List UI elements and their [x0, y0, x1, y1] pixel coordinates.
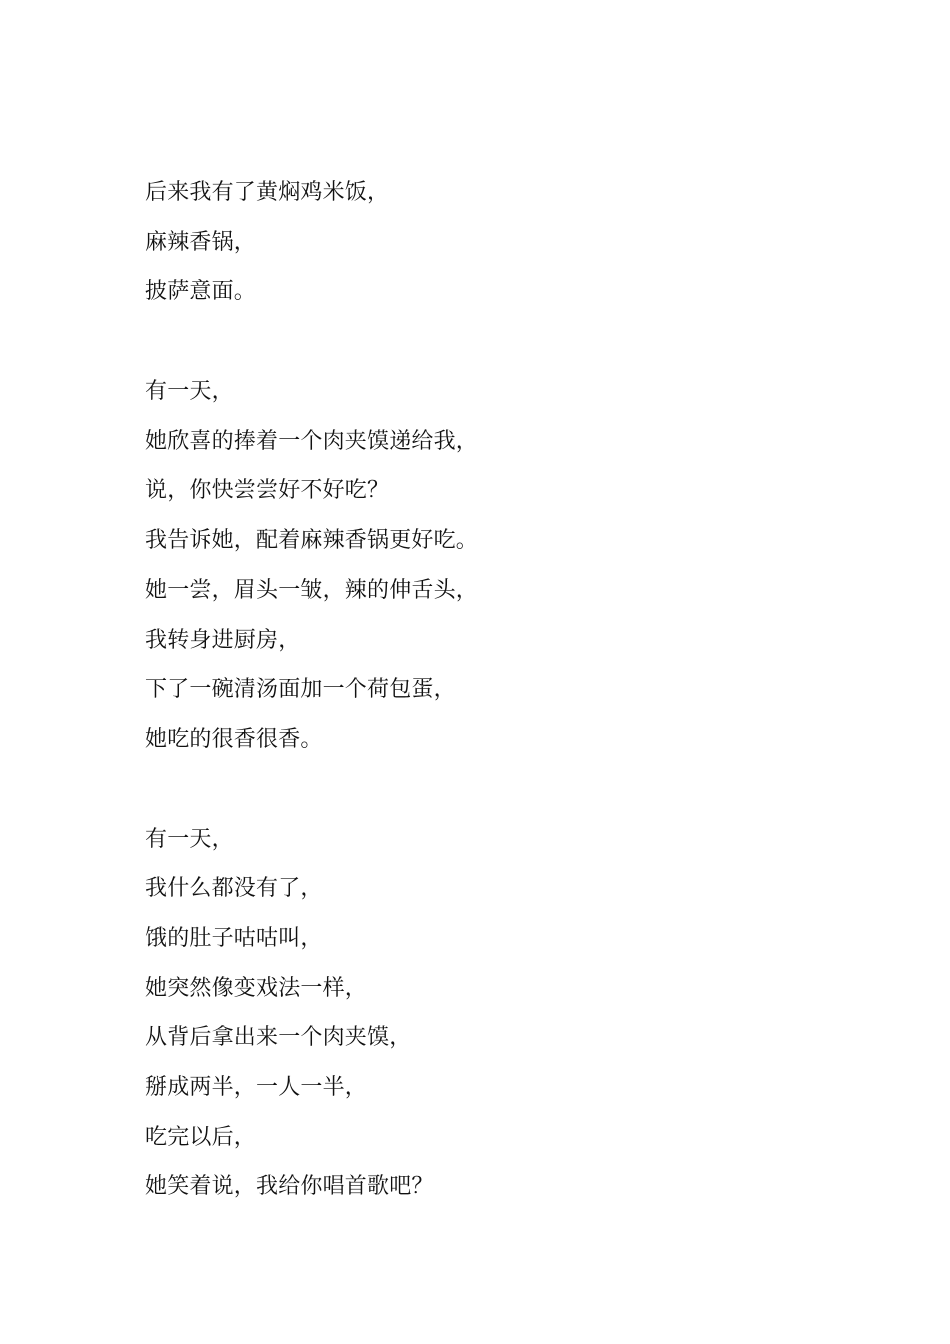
poem-line: 她突然像变戏法一样，	[145, 975, 368, 1001]
poem-line: 说，你快尝尝好不好吃？	[145, 478, 390, 504]
poem-line: 她欣喜的捧着一个肉夹馍递给我，	[145, 428, 479, 454]
poem-line: 有一天，	[145, 826, 234, 852]
stanza-2	[145, 374, 865, 772]
poem-line: 掰成两半，一人一半，	[145, 1075, 368, 1100]
poem-line: 麻辣香锅，	[145, 229, 257, 255]
poem-line: 披萨意面。	[145, 279, 257, 305]
poem-line: 从背后拿出来一个肉夹馍，	[145, 1025, 412, 1051]
stanza-3	[145, 822, 865, 1220]
poem-line: 下了一碗清汤面加一个荷包蛋，	[145, 677, 456, 703]
poem-line: 后来我有了黄焖鸡米饭，	[145, 180, 390, 205]
poem-line: 有一天，	[145, 379, 234, 405]
poem-line: 饿的肚子咕咕叫，	[145, 925, 323, 951]
stanza-1	[145, 175, 865, 324]
poem-line: 她吃的很香很香。	[145, 726, 323, 752]
poem-line: 我转身进厨房，	[145, 627, 301, 653]
poem-line: 我什么都没有了，	[145, 876, 323, 902]
poem-line: 她笑着说，我给你唱首歌吧？	[145, 1174, 434, 1200]
poem-line: 吃完以后，	[145, 1124, 257, 1150]
poem-body	[145, 175, 865, 1269]
poem-line: 她一尝，眉头一皱，辣的伸舌头，	[145, 577, 479, 603]
poem-line: 我告诉她，配着麻辣香锅更好吃。	[145, 528, 479, 554]
